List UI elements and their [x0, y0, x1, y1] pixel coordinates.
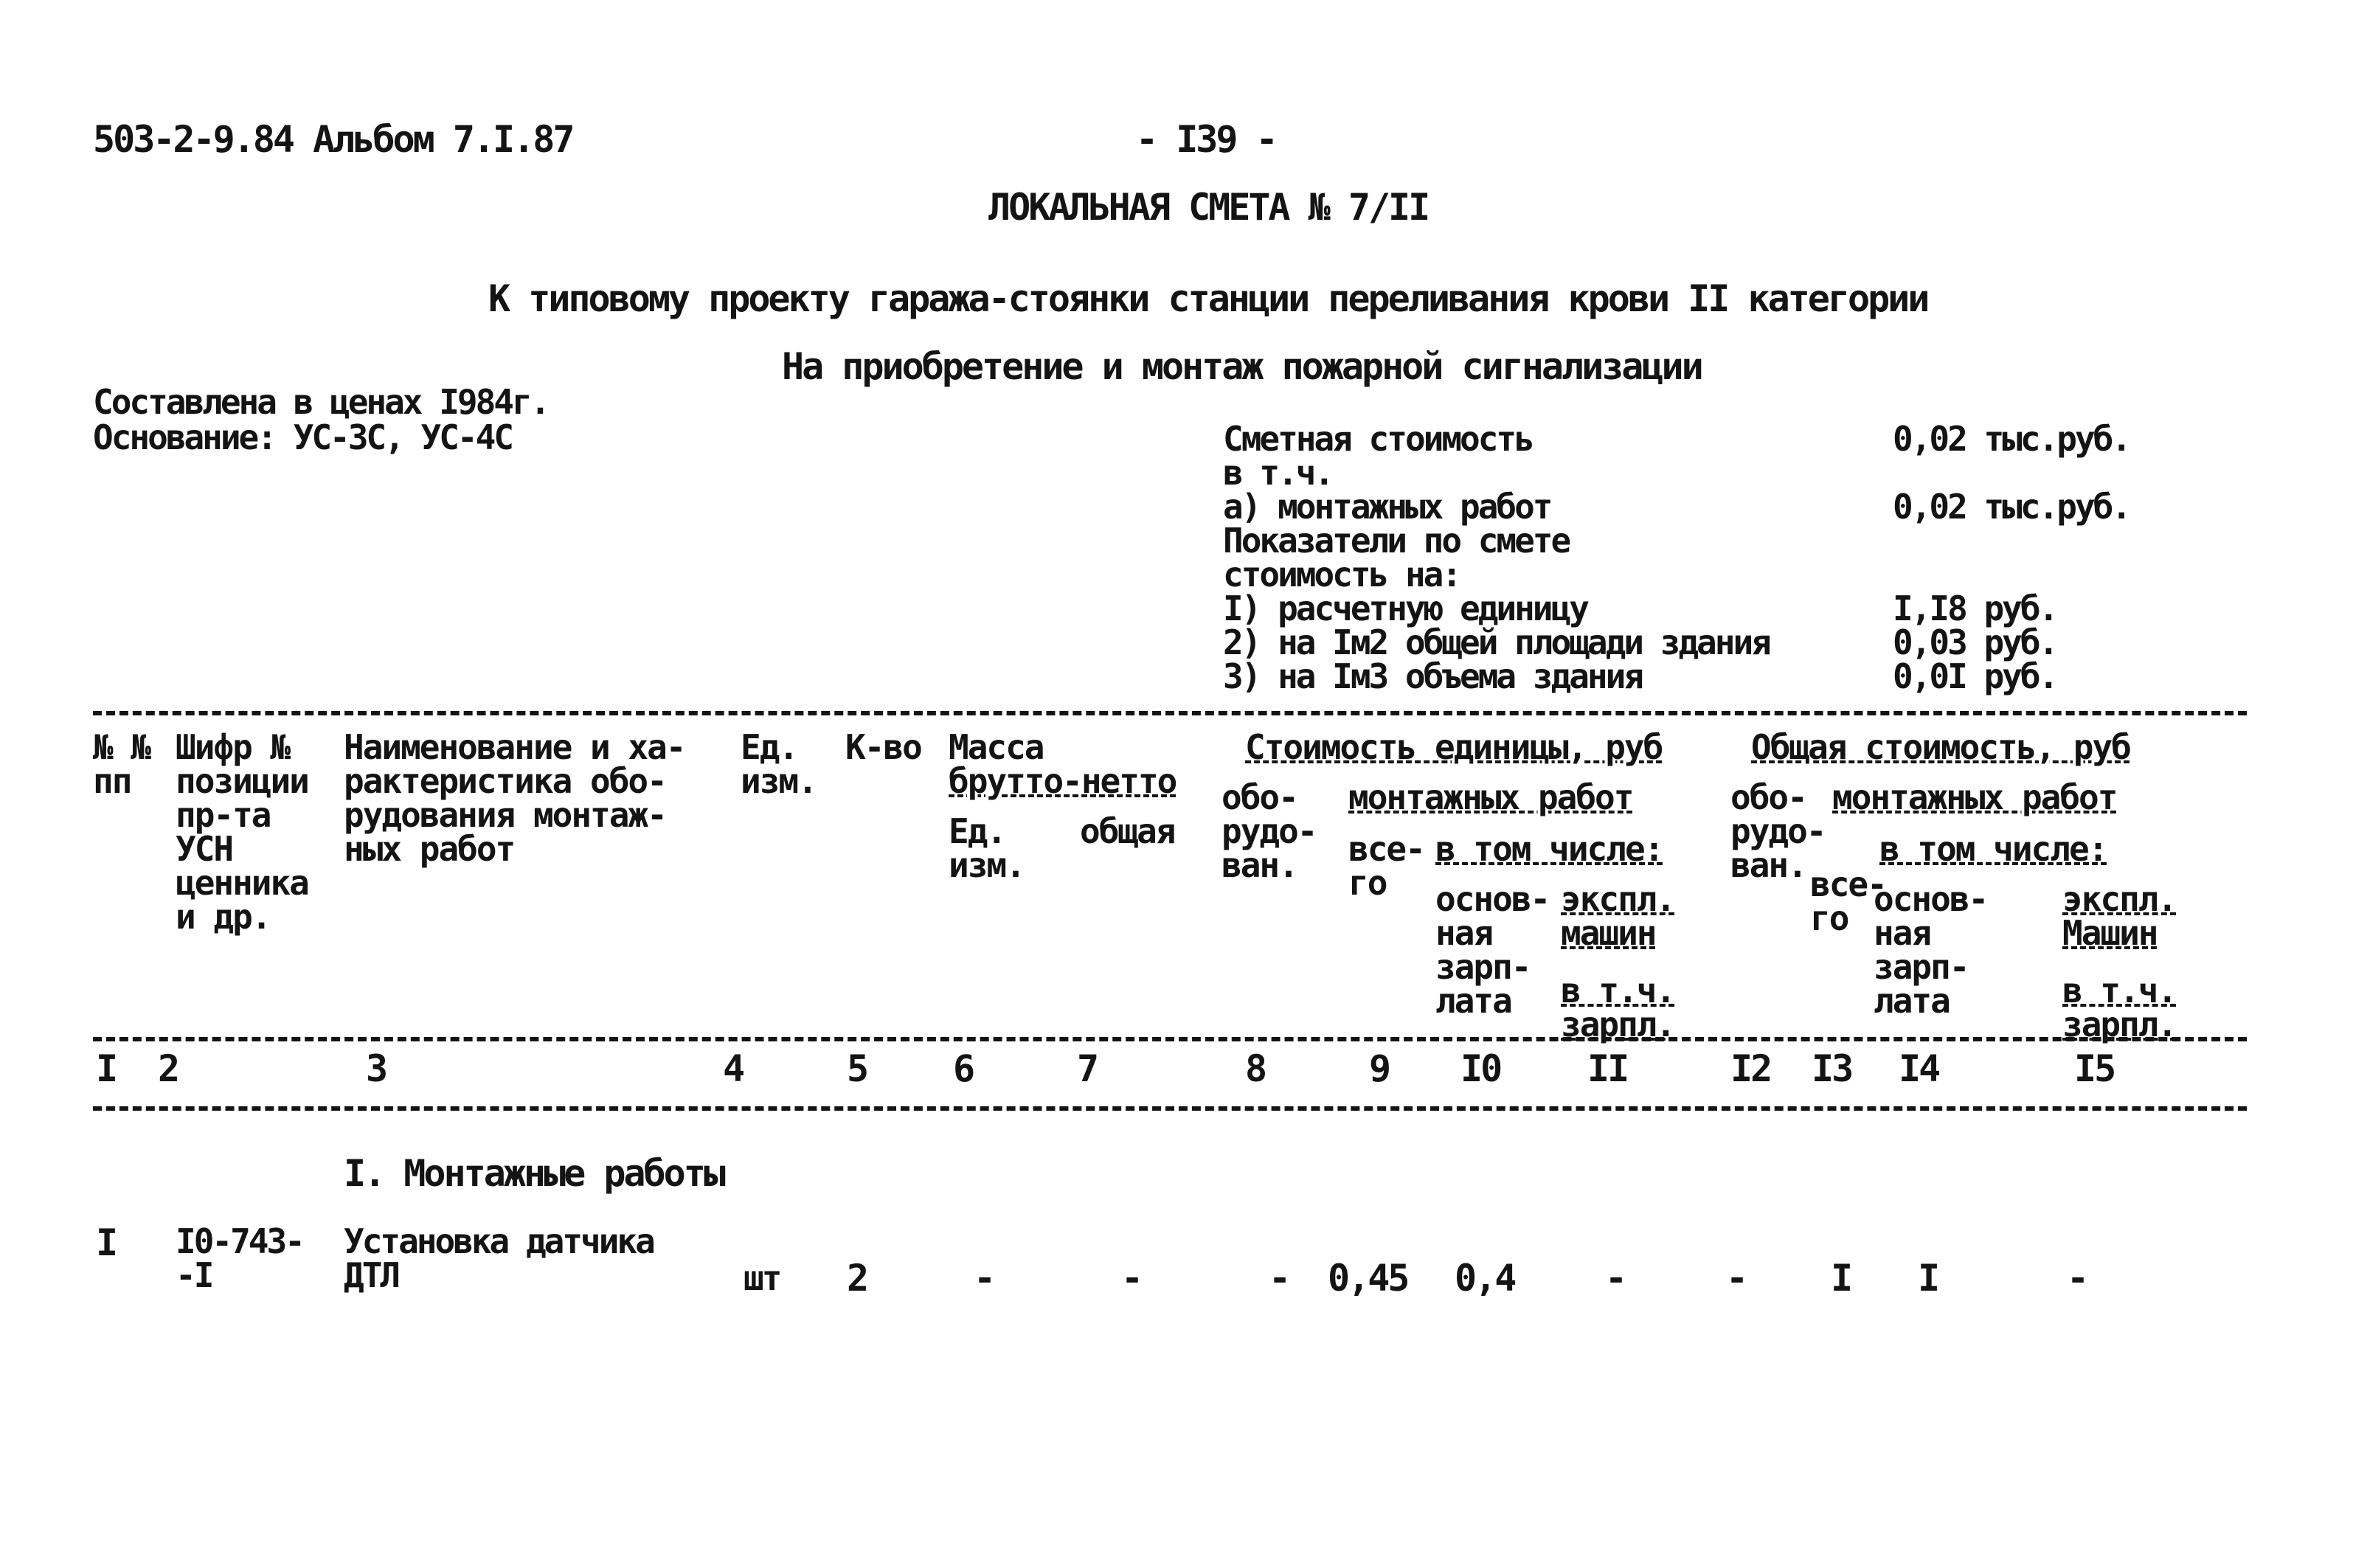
- column-number: 7: [1077, 1047, 1098, 1090]
- header-unit-equipment: обо- рудо- ван.: [1221, 777, 1317, 885]
- column-number: 3: [366, 1047, 387, 1090]
- header-unit-including-group: в том числе:: [1435, 829, 1663, 869]
- column-number: I: [96, 1047, 117, 1090]
- estimated-cost-label: Сметная стоимость: [1223, 419, 1533, 459]
- row-mass-total: -: [1121, 1257, 1142, 1300]
- row-number: I: [96, 1221, 117, 1264]
- column-number: 9: [1369, 1047, 1390, 1090]
- header-unit-base-salary: основ- ная зарп- лата: [1435, 879, 1550, 1021]
- indicator-volume-value: 0,0I руб.: [1893, 656, 2057, 696]
- column-number: 6: [953, 1047, 974, 1090]
- row-mass-unit: -: [974, 1257, 994, 1300]
- header-unit-machines: экспл. машин: [1561, 879, 1675, 953]
- including-label: в т.ч.: [1223, 453, 1333, 493]
- section-title: I. Монтажные работы: [344, 1152, 724, 1195]
- column-number: 2: [158, 1047, 179, 1090]
- row-unit-equipment: -: [1269, 1257, 1289, 1300]
- row-unit-machines: -: [1605, 1257, 1626, 1300]
- column-number: I3: [1812, 1047, 1852, 1090]
- column-number: I5: [2074, 1047, 2115, 1090]
- header-mass-group: Масса: [949, 727, 1044, 767]
- row-total-machines: -: [2067, 1257, 2087, 1300]
- header-item-number: № № пп: [93, 727, 150, 801]
- header-mass-unit: Ед. изм.: [949, 811, 1025, 885]
- row-code: I0-743- -I: [176, 1221, 303, 1295]
- header-unit-cost-group: Стоимость единицы, руб: [1245, 727, 1663, 767]
- document-reference: 503-2-9.84 Альбом 7.I.87: [93, 118, 573, 161]
- indicators-label: Показатели по смете: [1223, 521, 1570, 561]
- estimated-cost-value: 0,02 тыс.руб.: [1893, 419, 2130, 459]
- header-bottom-rule: [93, 1037, 2247, 1041]
- row-total-install: I: [1831, 1257, 1851, 1300]
- header-total-base-salary: основ- ная зарп- лата: [1874, 879, 1988, 1021]
- installation-cost-value: 0,02 тыс.руб.: [1893, 487, 2130, 527]
- header-total-machines: экспл. Машин: [2062, 879, 2177, 953]
- column-number-rule: [93, 1106, 2247, 1111]
- column-number: 8: [1245, 1047, 1266, 1090]
- indicator-unit-label: I) расчетную единицу: [1223, 589, 1587, 628]
- installation-cost-label: а) монтажных работ: [1223, 487, 1551, 527]
- estimate-title: ЛОКАЛЬНАЯ СМЕТА № 7/II: [988, 186, 1429, 229]
- header-description: Наименование и ха- рактеристика обо- рудования монтаж- ных работ: [344, 727, 685, 869]
- row-total-equipment: -: [1726, 1257, 1747, 1300]
- header-unit-machines-salary: в т.ч. зарпл.: [1561, 971, 1675, 1044]
- compiled-prices: Составлена в ценах I984г.: [93, 382, 549, 422]
- header-position-code: Шифр № позиции пр-та УСН ценника и др.: [176, 727, 308, 937]
- header-total-machines-salary: в т.ч. зарпл.: [2062, 971, 2177, 1044]
- indicator-volume-label: 3) на Iм3 объема здания: [1223, 656, 1642, 696]
- row-description: Установка датчика ДТЛ: [344, 1221, 654, 1295]
- row-unit: шт: [744, 1258, 780, 1298]
- header-total-cost-group: Общая стоимость, руб: [1751, 727, 2130, 767]
- estimate-subtitle: К типовому проекту гаража-стоянки станции переливания крови II категории: [488, 277, 1928, 320]
- header-total-install-total: все- го: [1810, 864, 1886, 938]
- indicator-area-label: 2) на Iм2 общей площади здания: [1223, 622, 1770, 662]
- estimate-basis: Основание: УС-3С, УС-4С: [93, 417, 512, 457]
- column-number: I0: [1460, 1047, 1501, 1090]
- table-top-rule: [93, 711, 2247, 715]
- header-total-including-group: в том числе:: [1879, 829, 2107, 869]
- header-mass-total: общая: [1080, 811, 1175, 851]
- row-quantity: 2: [847, 1257, 867, 1300]
- page-number: - I39 -: [1136, 118, 1276, 161]
- estimate-purpose: На приобретение и монтаж пожарной сигнализации: [782, 345, 1702, 388]
- header-unit-install-total: все- го: [1348, 829, 1424, 903]
- header-total-equipment: обо- рудо- ван.: [1730, 777, 1826, 885]
- row-unit-base-salary: 0,4: [1455, 1257, 1515, 1300]
- column-number: I2: [1730, 1047, 1771, 1090]
- header-total-installation-group: монтажных работ: [1832, 777, 2117, 817]
- column-number: 5: [847, 1047, 867, 1090]
- header-unit: Ед. изм.: [741, 727, 817, 801]
- column-number: 4: [723, 1047, 744, 1090]
- cost-per-label: стоимость на:: [1223, 555, 1460, 594]
- header-mass-gross-net: брутто-нетто: [949, 761, 1176, 801]
- column-number: II: [1587, 1047, 1628, 1090]
- indicator-unit-value: I,I8 руб.: [1893, 589, 2057, 628]
- indicator-area-value: 0,03 руб.: [1893, 622, 2057, 662]
- header-quantity: К-во: [845, 727, 921, 767]
- row-unit-install-total: 0,45: [1328, 1257, 1408, 1300]
- header-unit-installation-group: монтажных работ: [1348, 777, 1633, 817]
- column-number: I4: [1899, 1047, 1939, 1090]
- row-total-base-salary: I: [1918, 1257, 1938, 1300]
